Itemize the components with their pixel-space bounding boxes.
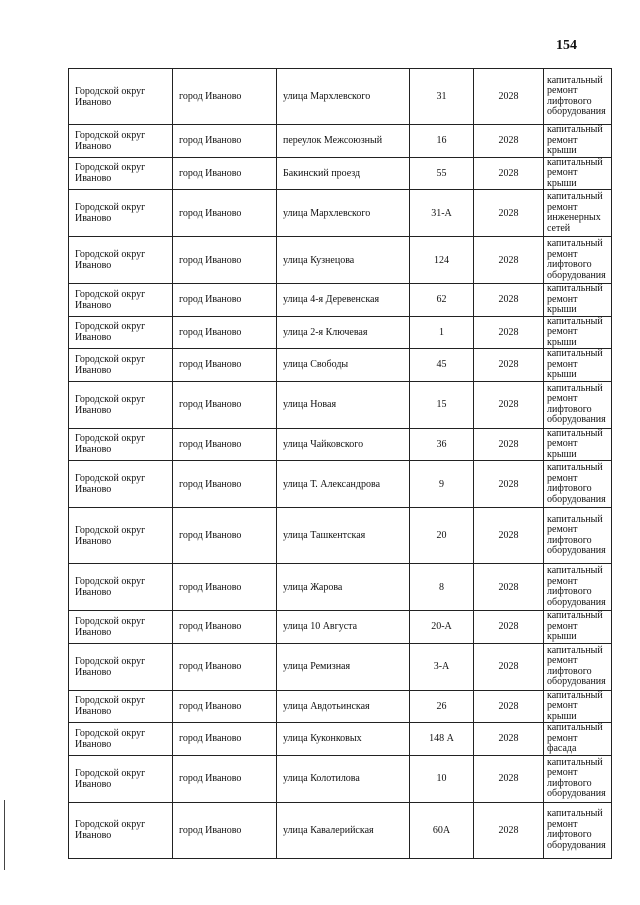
table-row (69, 428, 612, 461)
street-cell: улица Свободы (277, 349, 410, 382)
year-cell: 2028 (474, 316, 544, 349)
work-type-cell: капитальный ремонт крыши (544, 125, 612, 158)
work-type-cell: капитальный ремонт крыши (544, 157, 612, 190)
district-cell: Городской округ Иваново (69, 611, 173, 644)
work-type-cell: капитальный ремонт фасада (544, 723, 612, 756)
city-cell: город Иваново (173, 508, 277, 564)
table-row (69, 690, 612, 723)
city-cell: город Иваново (173, 284, 277, 317)
house-number-cell: 36 (410, 428, 474, 461)
district-cell: Городской округ Иваново (69, 190, 173, 237)
city-cell: город Иваново (173, 643, 277, 690)
district-cell: Городской округ Иваново (69, 723, 173, 756)
street-cell: улица Куконковых (277, 723, 410, 756)
city-cell: город Иваново (173, 755, 277, 802)
city-cell: город Иваново (173, 381, 277, 428)
city-cell: город Иваново (173, 802, 277, 858)
table-row (69, 125, 612, 158)
district-cell: Городской округ Иваново (69, 125, 173, 158)
scan-edge-mark (4, 800, 5, 870)
work-type-cell: капитальный ремонт лифтового оборудования (544, 69, 612, 125)
year-cell: 2028 (474, 349, 544, 382)
city-cell: город Иваново (173, 316, 277, 349)
table-row (69, 461, 612, 508)
house-number-cell: 20-А (410, 611, 474, 644)
year-cell: 2028 (474, 690, 544, 723)
work-type-cell: капитальный ремонт лифтового оборудования (544, 643, 612, 690)
city-cell: город Иваново (173, 611, 277, 644)
street-cell: улица Ремизная (277, 643, 410, 690)
table-row (69, 802, 612, 858)
house-number-cell: 16 (410, 125, 474, 158)
year-cell: 2028 (474, 461, 544, 508)
house-number-cell: 10 (410, 755, 474, 802)
year-cell: 2028 (474, 69, 544, 125)
table-row (69, 69, 612, 125)
house-number-cell: 15 (410, 381, 474, 428)
year-cell: 2028 (474, 157, 544, 190)
year-cell: 2028 (474, 190, 544, 237)
street-cell: улица Авдотьинская (277, 690, 410, 723)
work-type-cell: капитальный ремонт лифтового оборудования (544, 802, 612, 858)
repair-schedule-table (68, 68, 612, 859)
work-type-cell: капитальный ремонт лифтового оборудования (544, 755, 612, 802)
table-row (69, 316, 612, 349)
street-cell: улица Кавалерийская (277, 802, 410, 858)
street-cell: улица 2-я Ключевая (277, 316, 410, 349)
work-type-cell: капитальный ремонт крыши (544, 349, 612, 382)
street-cell: улица Кузнецова (277, 237, 410, 284)
work-type-cell: капитальный ремонт крыши (544, 316, 612, 349)
table-row (69, 643, 612, 690)
district-cell: Городской округ Иваново (69, 428, 173, 461)
street-cell: улица 4-я Деревенская (277, 284, 410, 317)
house-number-cell: 3-А (410, 643, 474, 690)
table-body (69, 69, 612, 859)
year-cell: 2028 (474, 284, 544, 317)
district-cell: Городской округ Иваново (69, 69, 173, 125)
year-cell: 2028 (474, 564, 544, 611)
street-cell: улица Чайковского (277, 428, 410, 461)
house-number-cell: 9 (410, 461, 474, 508)
house-number-cell: 31 (410, 69, 474, 125)
district-cell: Городской округ Иваново (69, 690, 173, 723)
page-number: 154 (556, 38, 577, 53)
city-cell: город Иваново (173, 690, 277, 723)
work-type-cell: капитальный ремонт лифтового оборудования (544, 508, 612, 564)
year-cell: 2028 (474, 723, 544, 756)
city-cell: город Иваново (173, 237, 277, 284)
city-cell: город Иваново (173, 723, 277, 756)
table-row (69, 564, 612, 611)
district-cell: Городской округ Иваново (69, 755, 173, 802)
house-number-cell: 60А (410, 802, 474, 858)
year-cell: 2028 (474, 755, 544, 802)
district-cell: Городской округ Иваново (69, 316, 173, 349)
house-number-cell: 55 (410, 157, 474, 190)
city-cell: город Иваново (173, 69, 277, 125)
street-cell: улица Колотилова (277, 755, 410, 802)
work-type-cell: капитальный ремонт крыши (544, 690, 612, 723)
street-cell: улица Новая (277, 381, 410, 428)
table-row (69, 349, 612, 382)
table-row (69, 190, 612, 237)
district-cell: Городской округ Иваново (69, 284, 173, 317)
table-row (69, 723, 612, 756)
table-row (69, 611, 612, 644)
city-cell: город Иваново (173, 428, 277, 461)
district-cell: Городской округ Иваново (69, 564, 173, 611)
year-cell: 2028 (474, 508, 544, 564)
table-row (69, 284, 612, 317)
work-type-cell: капитальный ремонт крыши (544, 611, 612, 644)
year-cell: 2028 (474, 381, 544, 428)
street-cell: улица Мархлевского (277, 190, 410, 237)
district-cell: Городской округ Иваново (69, 157, 173, 190)
year-cell: 2028 (474, 428, 544, 461)
table-row (69, 381, 612, 428)
district-cell: Городской округ Иваново (69, 508, 173, 564)
work-type-cell: капитальный ремонт лифтового оборудования (544, 564, 612, 611)
house-number-cell: 8 (410, 564, 474, 611)
work-type-cell: капитальный ремонт крыши (544, 284, 612, 317)
street-cell: переулок Межсоюзный (277, 125, 410, 158)
street-cell: улица 10 Августа (277, 611, 410, 644)
city-cell: город Иваново (173, 564, 277, 611)
year-cell: 2028 (474, 802, 544, 858)
district-cell: Городской округ Иваново (69, 381, 173, 428)
district-cell: Городской округ Иваново (69, 802, 173, 858)
district-cell: Городской округ Иваново (69, 461, 173, 508)
city-cell: город Иваново (173, 349, 277, 382)
district-cell: Городской округ Иваново (69, 237, 173, 284)
district-cell: Городской округ Иваново (69, 349, 173, 382)
house-number-cell: 124 (410, 237, 474, 284)
work-type-cell: капитальный ремонт крыши (544, 428, 612, 461)
work-type-cell: капитальный ремонт лифтового оборудования (544, 237, 612, 284)
city-cell: город Иваново (173, 125, 277, 158)
table-row (69, 755, 612, 802)
house-number-cell: 45 (410, 349, 474, 382)
city-cell: город Иваново (173, 190, 277, 237)
street-cell: улица Ташкентская (277, 508, 410, 564)
house-number-cell: 148 А (410, 723, 474, 756)
street-cell: улица Т. Александрова (277, 461, 410, 508)
street-cell: улица Жарова (277, 564, 410, 611)
city-cell: город Иваново (173, 461, 277, 508)
year-cell: 2028 (474, 237, 544, 284)
table-row (69, 157, 612, 190)
year-cell: 2028 (474, 643, 544, 690)
house-number-cell: 31-А (410, 190, 474, 237)
table-row (69, 508, 612, 564)
table-row (69, 237, 612, 284)
street-cell: улица Мархлевского (277, 69, 410, 125)
year-cell: 2028 (474, 611, 544, 644)
house-number-cell: 20 (410, 508, 474, 564)
house-number-cell: 26 (410, 690, 474, 723)
year-cell: 2028 (474, 125, 544, 158)
work-type-cell: капитальный ремонт инженерных сетей (544, 190, 612, 237)
work-type-cell: капитальный ремонт лифтового оборудования (544, 461, 612, 508)
street-cell: Бакинский проезд (277, 157, 410, 190)
house-number-cell: 1 (410, 316, 474, 349)
city-cell: город Иваново (173, 157, 277, 190)
district-cell: Городской округ Иваново (69, 643, 173, 690)
work-type-cell: капитальный ремонт лифтового оборудования (544, 381, 612, 428)
house-number-cell: 62 (410, 284, 474, 317)
